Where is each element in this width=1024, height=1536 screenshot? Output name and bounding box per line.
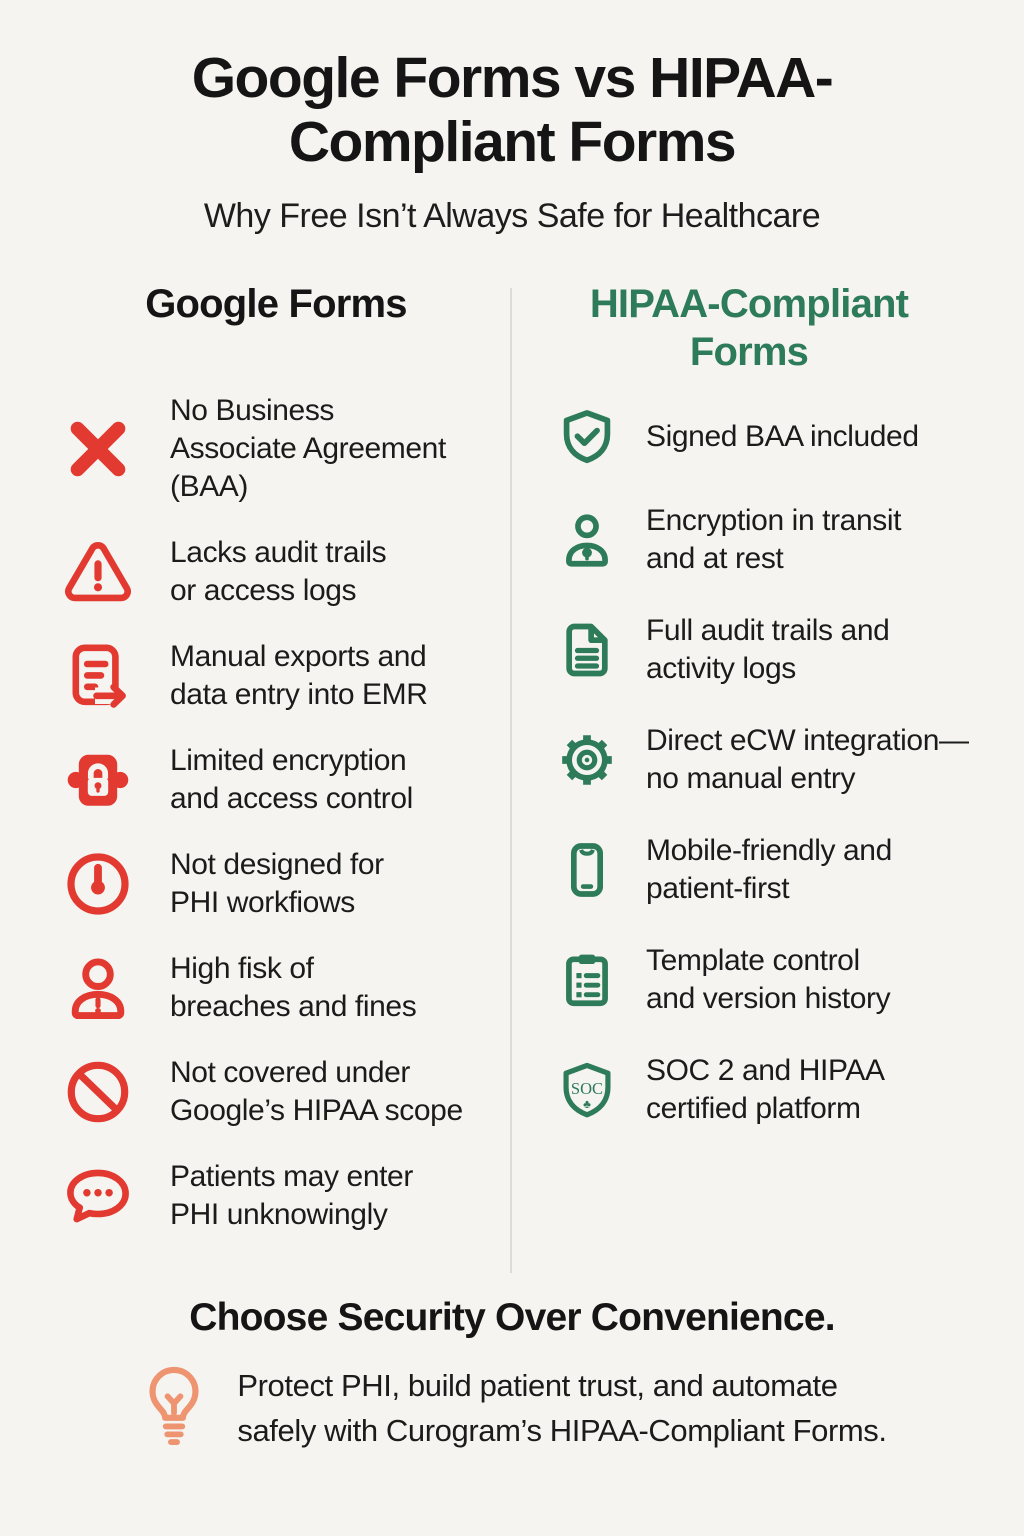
lightbulb-icon: [137, 1362, 211, 1454]
item-text: [170, 638, 428, 714]
item-text-line: Lacks audit trails: [170, 535, 387, 569]
list-item: [0, 1054, 512, 1130]
document-icon: [556, 619, 618, 681]
item-text-line: Not covered under: [170, 1055, 411, 1089]
list-item: [0, 846, 512, 922]
item-text-line: Google’s HIPAA scope: [170, 1093, 463, 1127]
clipboard-icon: [556, 949, 618, 1011]
list-item: [512, 612, 1024, 688]
hipaa-forms-column: [512, 280, 1024, 1262]
list-item: [512, 502, 1024, 578]
chat-ellipsis-icon: [62, 1160, 134, 1232]
google-forms-column: [0, 280, 512, 1262]
item-text-line: and version history: [646, 981, 891, 1015]
item-text: [646, 612, 889, 688]
prohibited-icon: [62, 1056, 134, 1128]
page-title: Google Forms vs HIPAA-Compliant Forms: [191, 46, 833, 175]
list-item: [0, 392, 512, 506]
item-text-line: Direct eCW integration—: [646, 723, 969, 757]
item-text: [170, 1158, 413, 1234]
person-alert-icon: [62, 952, 134, 1024]
item-text-line: Encryption in transit: [646, 503, 902, 537]
item-text-line: Manual exports and: [170, 639, 427, 673]
item-text-line: breaches and fines: [170, 989, 417, 1023]
item-text: [646, 832, 892, 908]
svg-text:SOC: SOC: [570, 1078, 604, 1098]
item-text: [646, 1052, 885, 1128]
item-text-line: no manual entry: [646, 761, 856, 795]
list-item: [512, 942, 1024, 1018]
item-text-line: PHI unknowingly: [170, 1197, 388, 1231]
footer-tip-line: Protect PHI, build patient trust, and automate: [237, 1367, 838, 1403]
svg-text:♣: ♣: [583, 1096, 591, 1111]
footer-heading: Choose Security Over Convenience.: [189, 1295, 835, 1339]
list-item: [512, 722, 1024, 798]
warning-triangle-icon: [62, 536, 134, 608]
gauge-icon: [62, 848, 134, 920]
item-text: [170, 846, 384, 922]
smartphone-icon: [556, 839, 618, 901]
item-text-line: No Business: [170, 393, 335, 427]
item-text-line: and access control: [170, 781, 413, 815]
person-keyhole-icon: [556, 509, 618, 571]
lock-puzzle-icon: [62, 744, 134, 816]
item-text: [170, 392, 446, 506]
left-column-items: [0, 392, 512, 1234]
item-text-line: activity logs: [646, 651, 796, 685]
item-text: [646, 942, 890, 1018]
list-item: [512, 1052, 1024, 1128]
item-text-line: and at rest: [646, 541, 784, 575]
list-item: [0, 742, 512, 818]
item-text-line: data entry into EMR: [170, 677, 428, 711]
left-column-header: Google Forms: [145, 281, 407, 326]
item-text-line: PHI workfiows: [170, 885, 355, 919]
column-divider: [510, 288, 512, 1273]
item-text-line: Limited encryption: [170, 743, 407, 777]
right-column-items: [512, 406, 1024, 1128]
comparison-columns: [0, 280, 1024, 1262]
item-text: [170, 534, 386, 610]
x-mark-icon: [62, 413, 134, 485]
item-text: [646, 502, 901, 578]
item-text-line: Signed BAA included: [646, 419, 919, 453]
item-text-line: Patients may enter: [170, 1159, 413, 1193]
item-text-line: High fisk of: [170, 951, 314, 985]
footer: [0, 1296, 1024, 1454]
gear-icon: [556, 729, 618, 791]
shield-check-icon: [556, 406, 618, 468]
item-text-line: Mobile-friendly and: [646, 833, 892, 867]
item-text: [170, 1054, 463, 1130]
list-item: [512, 406, 1024, 468]
item-text-line: SOC 2 and HIPAA: [646, 1053, 885, 1087]
item-text-line: patient-first: [646, 871, 790, 905]
item-text-line: certified platform: [646, 1091, 861, 1125]
item-text: [646, 418, 919, 456]
item-text-line: or access logs: [170, 573, 357, 607]
item-text-line: Template control: [646, 943, 860, 977]
item-text: [646, 722, 969, 798]
item-text-line: Associate Agreement: [170, 431, 446, 465]
footer-tip-line: safely with Curogram’s HIPAA-Compliant Forms.: [237, 1412, 887, 1448]
footer-tip-text: [237, 1363, 886, 1453]
item-text-line: Full audit trails and: [646, 613, 890, 647]
list-item: [0, 638, 512, 714]
footer-tip: [0, 1362, 1024, 1454]
list-item: [0, 534, 512, 610]
export-document-icon: [62, 640, 134, 712]
list-item: [0, 950, 512, 1026]
list-item: [512, 832, 1024, 908]
soc-shield-icon: [556, 1059, 618, 1121]
item-text: [170, 950, 416, 1026]
item-text-line: Not designed for: [170, 847, 384, 881]
item-text-line: (BAA): [170, 469, 249, 503]
list-item: [0, 1158, 512, 1234]
right-column-header: HIPAA-Compliant Forms: [589, 281, 909, 374]
page-subtitle: Why Free Isn’t Always Safe for Healthcare: [203, 196, 821, 235]
item-text: [170, 742, 413, 818]
header: [0, 0, 1024, 236]
